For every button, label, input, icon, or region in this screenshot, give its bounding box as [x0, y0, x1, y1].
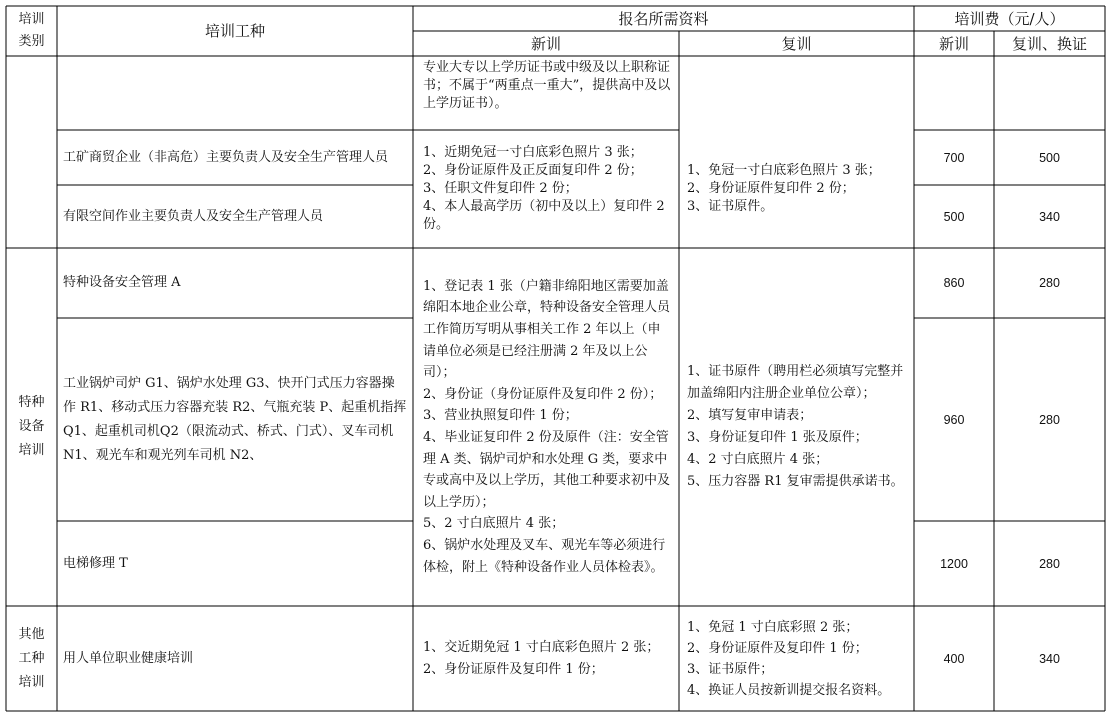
- training-type-label: 工业锅炉司炉 G1、锅炉水处理 G3、快开门式压力容器操作 R1、移动式压力容器充装 R2、气瓶充装 P、起重机指挥 Q1、起重机司机Q2（限流动式、桥式、门式）、叉车司机 N1、观光车和观光列车司机 N2、: [63, 375, 407, 463]
- fee-renew-cell: 280: [1039, 412, 1060, 427]
- table-row-type: [57, 318, 413, 521]
- fee-renew-cell: 340: [1039, 651, 1060, 666]
- fee-new-cell: 960: [943, 412, 965, 427]
- header-required-docs: 报名所需资料: [618, 9, 709, 28]
- header-fee: 培训费（元/人）: [954, 9, 1065, 28]
- group-category-special-equipment: 特种 设备 培训: [18, 395, 45, 458]
- fee-new-cell: 860: [943, 276, 965, 290]
- training-type-label: 工矿商贸企业（非高危）主要负责人及安全生产管理人员: [63, 149, 389, 165]
- fee-new-cell: 1200: [940, 556, 968, 571]
- group-1-docs-new: 1、近期免冠一寸白底彩色照片 3 张； 2、身份证原件及正反面复印件 2 份； 3、任职文件复印件 2 份； 4、本人最高学历（初中及以上）复印件 2 份。: [423, 145, 665, 232]
- training-type-label: 用人单位职业健康培训: [63, 650, 194, 666]
- header-docs-renew: 复训: [781, 34, 812, 53]
- training-type-label: 电梯修理 T: [63, 555, 128, 571]
- training-type-label: 特种设备安全管理 A: [63, 275, 181, 290]
- group-category-cell: [6, 56, 57, 248]
- header-category: 培训 类别: [18, 12, 45, 49]
- header-docs-new: 新训: [530, 34, 561, 53]
- group-1-docs-renew: 1、免冠一寸白底彩色照片 3 张； 2、身份证原件复印件 2 份； 3、证书原件。: [687, 163, 881, 214]
- group-category-other: 其他 工种 培训: [18, 626, 45, 690]
- group-3-docs-renew: 1、免冠 1 寸白底彩照 2 张； 2、身份证原件及复印件 1 份； 3、证书原件； 4、换证人员按新训提交报名资料。: [687, 619, 891, 698]
- table-row-type: [57, 130, 413, 185]
- fee-new-cell: 700: [943, 150, 965, 165]
- fee-renew-cell: 280: [1039, 276, 1060, 290]
- table-row-type: [57, 521, 413, 606]
- fee-renew-cell: 340: [1039, 209, 1060, 224]
- training-type-label: 有限空间作业主要负责人及安全生产管理人员: [63, 208, 324, 224]
- table-row-type: [57, 248, 413, 318]
- header-fee-renew: 复训、换证: [1011, 34, 1087, 53]
- group-3-docs-new: 1、交近期免冠 1 寸白底彩色照片 2 张； 2、身份证原件及复印件 1 份；: [423, 639, 660, 677]
- group-2-docs-renew: 1、证书原件（聘用栏必须填写完整并加盖绵阳内注册企业单位公章）； 2、填写复审申请表； 3、身份证复印件 1 张及原件； 4、2 寸白底照片 4 张； 5、压力容器 R1 复审需提供承诺书。: [687, 364, 904, 489]
- group-2-docs-new: 1、登记表 1 张（户籍非绵阳地区需要加盖绵阳本地企业公章，特种设备安全管理人员工作简历写明从事相关工作 2 年以上（申请单位必须是已经注册满 2 年及以上公司）； 2、身份证（身份证原件及复印件 2 份）； 3、营业执照复印件 1 份； 4、毕业证复印件 2 份及原件（注：安全管理 A 类、锅炉司炉和水处理 G 类，要求中专或高中及以上学历，其他工种要求初中及以上学历）； 5、2 寸白底照片 4 张； 6、锅炉水处理及叉车、观光车等必须进行体检，附上《特种设备作业人员体检表》。: [423, 278, 671, 575]
- header-fee-new: 新训: [938, 34, 969, 53]
- header-training-type: 培训工种: [204, 22, 265, 40]
- fee-new-cell: 500: [943, 209, 965, 224]
- table-row-type: [57, 185, 413, 248]
- fee-new-cell: 400: [943, 651, 965, 666]
- table-row-type: [57, 606, 413, 711]
- fee-renew-cell: 280: [1039, 556, 1060, 571]
- fee-renew-cell: 500: [1039, 150, 1060, 165]
- group-1-docs-new-top: 专业大专以上学历证书或中级及以上职称证书；不属于“两重点一重大”，提供高中及以上学历证书）。: [423, 60, 671, 111]
